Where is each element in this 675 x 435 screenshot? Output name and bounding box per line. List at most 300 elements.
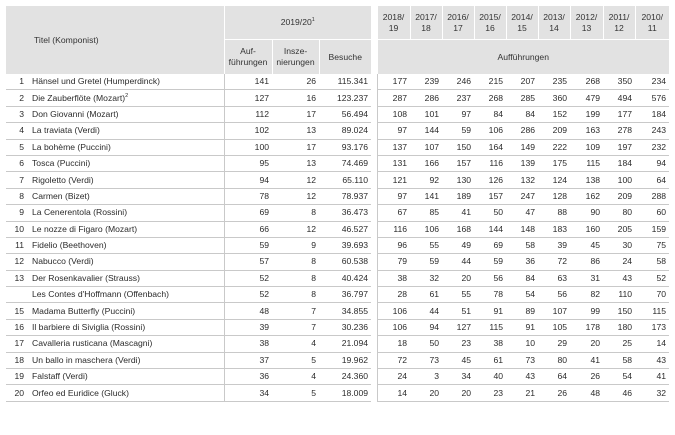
row-history-auffuehrungen: 494 bbox=[603, 90, 635, 106]
row-inszenierungen: 8 bbox=[272, 254, 319, 270]
column-header-season bbox=[224, 6, 371, 40]
table-row bbox=[6, 303, 669, 319]
row-history-auffuehrungen: 91 bbox=[474, 303, 506, 319]
row-history-auffuehrungen: 237 bbox=[442, 90, 474, 106]
row-history-auffuehrungen: 132 bbox=[506, 172, 538, 188]
row-history-auffuehrungen: 285 bbox=[506, 90, 538, 106]
row-title bbox=[30, 385, 224, 401]
row-history-auffuehrungen: 61 bbox=[474, 352, 506, 368]
row-title bbox=[30, 90, 224, 106]
row-rank: 15 bbox=[6, 303, 30, 319]
row-history-auffuehrungen: 205 bbox=[603, 221, 635, 237]
row-history-auffuehrungen: 32 bbox=[410, 270, 442, 286]
row-history-auffuehrungen: 73 bbox=[506, 352, 538, 368]
row-history-auffuehrungen: 28 bbox=[377, 287, 410, 303]
row-history-auffuehrungen: 30 bbox=[603, 237, 635, 253]
row-history-auffuehrungen: 47 bbox=[506, 205, 538, 221]
row-auffuehrungen: 34 bbox=[224, 385, 272, 401]
row-history-auffuehrungen: 14 bbox=[377, 385, 410, 401]
row-besuche: 74.469 bbox=[319, 155, 371, 171]
row-rank: 10 bbox=[6, 221, 30, 237]
row-title-text: Don Giovanni (Mozart) bbox=[32, 108, 119, 119]
row-inszenierungen: 13 bbox=[272, 155, 319, 171]
row-title bbox=[30, 336, 224, 352]
row-history-auffuehrungen: 183 bbox=[538, 221, 570, 237]
row-rank: 5 bbox=[6, 139, 30, 155]
row-history-auffuehrungen: 177 bbox=[377, 74, 410, 90]
row-title bbox=[30, 106, 224, 122]
row-history-auffuehrungen: 18 bbox=[377, 336, 410, 352]
row-history-auffuehrungen: 152 bbox=[538, 106, 570, 122]
row-history-auffuehrungen: 50 bbox=[474, 205, 506, 221]
row-history-auffuehrungen: 116 bbox=[377, 221, 410, 237]
row-history-auffuehrungen: 177 bbox=[603, 106, 635, 122]
column-header-year: 2010/ 11 bbox=[635, 6, 669, 40]
row-history-auffuehrungen: 209 bbox=[538, 123, 570, 139]
row-history-auffuehrungen: 34 bbox=[442, 369, 474, 385]
row-rank: 7 bbox=[6, 172, 30, 188]
row-history-auffuehrungen: 21 bbox=[506, 385, 538, 401]
row-history-auffuehrungen: 106 bbox=[377, 303, 410, 319]
row-title-text: Il barbiere di Siviglia (Rossini) bbox=[32, 322, 146, 333]
row-rank: 9 bbox=[6, 205, 30, 221]
row-auffuehrungen: 59 bbox=[224, 237, 272, 253]
row-rank: 4 bbox=[6, 123, 30, 139]
row-inszenierungen: 8 bbox=[272, 205, 319, 221]
row-history-auffuehrungen: 166 bbox=[410, 155, 442, 171]
row-title bbox=[30, 155, 224, 171]
row-history-auffuehrungen: 69 bbox=[474, 237, 506, 253]
row-history-auffuehrungen: 157 bbox=[442, 155, 474, 171]
row-title bbox=[30, 221, 224, 237]
row-history-auffuehrungen: 41 bbox=[635, 369, 669, 385]
row-besuche: 89.024 bbox=[319, 123, 371, 139]
row-history-auffuehrungen: 144 bbox=[474, 221, 506, 237]
row-title-text: La Cenerentola (Rossini) bbox=[32, 207, 128, 218]
row-rank: 8 bbox=[6, 188, 30, 204]
row-inszenierungen: 12 bbox=[272, 221, 319, 237]
table-row bbox=[6, 90, 669, 106]
row-history-auffuehrungen: 107 bbox=[410, 139, 442, 155]
row-history-auffuehrungen: 189 bbox=[442, 188, 474, 204]
season-footnote: 1 bbox=[311, 17, 315, 24]
row-history-auffuehrungen: 55 bbox=[442, 287, 474, 303]
row-title-text: Fidelio (Beethoven) bbox=[32, 240, 107, 251]
row-history-auffuehrungen: 197 bbox=[603, 139, 635, 155]
table-row bbox=[6, 139, 669, 155]
row-title-text: Cavalleria rusticana (Mascagni) bbox=[32, 338, 153, 349]
table-row bbox=[6, 155, 669, 171]
row-history-auffuehrungen: 97 bbox=[442, 106, 474, 122]
row-history-auffuehrungen: 209 bbox=[603, 188, 635, 204]
row-besuche: 19.962 bbox=[319, 352, 371, 368]
row-history-auffuehrungen: 59 bbox=[442, 123, 474, 139]
row-inszenierungen: 12 bbox=[272, 172, 319, 188]
row-history-auffuehrungen: 141 bbox=[410, 188, 442, 204]
row-rank: 3 bbox=[6, 106, 30, 122]
row-history-auffuehrungen: 75 bbox=[635, 237, 669, 253]
row-history-auffuehrungen: 82 bbox=[570, 287, 603, 303]
row-history-auffuehrungen: 150 bbox=[603, 303, 635, 319]
row-title bbox=[30, 352, 224, 368]
row-title-text: Die Zauberflöte (Mozart) bbox=[32, 92, 126, 103]
row-title bbox=[30, 237, 224, 253]
row-besuche: 34.855 bbox=[319, 303, 371, 319]
column-header-auffuehrungen: Auf- führungen bbox=[224, 40, 272, 75]
row-besuche: 40.424 bbox=[319, 270, 371, 286]
row-rank: 2 bbox=[6, 90, 30, 106]
row-history-auffuehrungen: 85 bbox=[410, 205, 442, 221]
row-history-auffuehrungen: 243 bbox=[635, 123, 669, 139]
column-header-year: 2011/ 12 bbox=[603, 6, 635, 40]
row-history-auffuehrungen: 56 bbox=[474, 270, 506, 286]
row-history-auffuehrungen: 160 bbox=[570, 221, 603, 237]
row-history-auffuehrungen: 130 bbox=[442, 172, 474, 188]
table-row bbox=[6, 369, 669, 385]
row-history-auffuehrungen: 24 bbox=[603, 254, 635, 270]
row-history-auffuehrungen: 168 bbox=[442, 221, 474, 237]
row-history-auffuehrungen: 84 bbox=[474, 106, 506, 122]
row-besuche: 115.341 bbox=[319, 74, 371, 90]
row-auffuehrungen: 78 bbox=[224, 188, 272, 204]
row-history-auffuehrungen: 287 bbox=[377, 90, 410, 106]
row-history-auffuehrungen: 97 bbox=[377, 188, 410, 204]
season-label: 2019/20 bbox=[280, 17, 312, 27]
row-history-auffuehrungen: 88 bbox=[538, 205, 570, 221]
row-history-auffuehrungen: 163 bbox=[570, 123, 603, 139]
row-history-auffuehrungen: 164 bbox=[474, 139, 506, 155]
row-besuche: 56.494 bbox=[319, 106, 371, 122]
row-inszenierungen: 8 bbox=[272, 270, 319, 286]
column-header-besuche: Besuche bbox=[319, 40, 371, 75]
row-history-auffuehrungen: 54 bbox=[603, 369, 635, 385]
row-history-auffuehrungen: 106 bbox=[410, 221, 442, 237]
row-history-auffuehrungen: 70 bbox=[635, 287, 669, 303]
row-title bbox=[30, 188, 224, 204]
column-header-year: 2014/ 15 bbox=[506, 6, 538, 40]
row-history-auffuehrungen: 39 bbox=[538, 237, 570, 253]
row-besuche: 36.797 bbox=[319, 287, 371, 303]
opera-statistics-table-container bbox=[6, 6, 669, 402]
row-besuche: 93.176 bbox=[319, 139, 371, 155]
column-header-inszenierungen: Insze- nierungen bbox=[272, 40, 319, 75]
row-history-auffuehrungen: 20 bbox=[410, 385, 442, 401]
row-history-auffuehrungen: 91 bbox=[506, 319, 538, 335]
row-history-auffuehrungen: 97 bbox=[377, 123, 410, 139]
row-history-auffuehrungen: 175 bbox=[538, 155, 570, 171]
row-inszenierungen: 17 bbox=[272, 106, 319, 122]
row-inszenierungen: 7 bbox=[272, 319, 319, 335]
row-history-auffuehrungen: 235 bbox=[538, 74, 570, 90]
row-inszenierungen: 16 bbox=[272, 90, 319, 106]
row-history-auffuehrungen: 99 bbox=[570, 303, 603, 319]
row-history-auffuehrungen: 138 bbox=[570, 172, 603, 188]
row-history-auffuehrungen: 51 bbox=[442, 303, 474, 319]
row-history-auffuehrungen: 84 bbox=[506, 270, 538, 286]
row-besuche: 65.110 bbox=[319, 172, 371, 188]
row-history-auffuehrungen: 84 bbox=[506, 106, 538, 122]
row-title bbox=[30, 74, 224, 90]
row-history-auffuehrungen: 360 bbox=[538, 90, 570, 106]
row-history-auffuehrungen: 268 bbox=[474, 90, 506, 106]
row-history-auffuehrungen: 124 bbox=[538, 172, 570, 188]
row-auffuehrungen: 127 bbox=[224, 90, 272, 106]
row-history-auffuehrungen: 64 bbox=[635, 172, 669, 188]
row-history-auffuehrungen: 46 bbox=[603, 385, 635, 401]
row-history-auffuehrungen: 43 bbox=[635, 352, 669, 368]
row-inszenierungen: 17 bbox=[272, 139, 319, 155]
row-title-footnote: 2 bbox=[125, 92, 129, 99]
row-history-auffuehrungen: 67 bbox=[377, 205, 410, 221]
row-history-auffuehrungen: 3 bbox=[410, 369, 442, 385]
row-history-auffuehrungen: 247 bbox=[506, 188, 538, 204]
row-history-auffuehrungen: 52 bbox=[635, 270, 669, 286]
row-history-auffuehrungen: 479 bbox=[570, 90, 603, 106]
row-title-text: Der Rosenkavalier (Strauss) bbox=[32, 272, 140, 283]
table-header bbox=[6, 6, 669, 74]
row-history-auffuehrungen: 94 bbox=[635, 155, 669, 171]
row-besuche: 24.360 bbox=[319, 369, 371, 385]
row-rank: 11 bbox=[6, 237, 30, 253]
row-besuche: 21.094 bbox=[319, 336, 371, 352]
row-history-auffuehrungen: 55 bbox=[410, 237, 442, 253]
row-besuche: 39.693 bbox=[319, 237, 371, 253]
row-inszenierungen: 7 bbox=[272, 303, 319, 319]
row-title bbox=[30, 254, 224, 270]
row-besuche: 36.473 bbox=[319, 205, 371, 221]
row-history-auffuehrungen: 48 bbox=[570, 385, 603, 401]
table-row bbox=[6, 123, 669, 139]
row-history-auffuehrungen: 115 bbox=[474, 319, 506, 335]
row-history-auffuehrungen: 184 bbox=[603, 155, 635, 171]
row-history-auffuehrungen: 38 bbox=[377, 270, 410, 286]
row-rank: 13 bbox=[6, 270, 30, 286]
row-history-auffuehrungen: 80 bbox=[538, 352, 570, 368]
row-besuche: 78.937 bbox=[319, 188, 371, 204]
row-auffuehrungen: 141 bbox=[224, 74, 272, 90]
row-auffuehrungen: 52 bbox=[224, 270, 272, 286]
row-title-text: Les Contes d'Hoffmann (Offenbach) bbox=[32, 289, 169, 300]
row-history-auffuehrungen: 56 bbox=[538, 287, 570, 303]
row-history-auffuehrungen: 239 bbox=[410, 74, 442, 90]
row-title-text: Orfeo ed Euridice (Gluck) bbox=[32, 387, 129, 398]
row-history-auffuehrungen: 31 bbox=[570, 270, 603, 286]
row-besuche: 123.237 bbox=[319, 90, 371, 106]
row-title bbox=[30, 139, 224, 155]
row-history-auffuehrungen: 105 bbox=[538, 319, 570, 335]
row-history-auffuehrungen: 58 bbox=[506, 237, 538, 253]
row-history-auffuehrungen: 23 bbox=[442, 336, 474, 352]
row-rank: 1 bbox=[6, 74, 30, 90]
row-history-auffuehrungen: 32 bbox=[635, 385, 669, 401]
row-history-auffuehrungen: 60 bbox=[635, 205, 669, 221]
row-history-auffuehrungen: 173 bbox=[635, 319, 669, 335]
row-history-auffuehrungen: 127 bbox=[442, 319, 474, 335]
column-header-titel: Titel (Komponist) bbox=[6, 6, 224, 74]
table-row bbox=[6, 188, 669, 204]
row-besuche: 30.236 bbox=[319, 319, 371, 335]
row-history-auffuehrungen: 162 bbox=[570, 188, 603, 204]
row-auffuehrungen: 112 bbox=[224, 106, 272, 122]
row-auffuehrungen: 100 bbox=[224, 139, 272, 155]
row-history-auffuehrungen: 350 bbox=[603, 74, 635, 90]
table-row bbox=[6, 319, 669, 335]
row-history-auffuehrungen: 149 bbox=[506, 139, 538, 155]
column-header-year: 2016/ 17 bbox=[442, 6, 474, 40]
row-auffuehrungen: 69 bbox=[224, 205, 272, 221]
row-history-auffuehrungen: 115 bbox=[570, 155, 603, 171]
row-inszenierungen: 5 bbox=[272, 385, 319, 401]
row-history-auffuehrungen: 58 bbox=[603, 352, 635, 368]
row-title bbox=[30, 123, 224, 139]
row-inszenierungen: 12 bbox=[272, 188, 319, 204]
row-history-auffuehrungen: 207 bbox=[506, 74, 538, 90]
row-history-auffuehrungen: 180 bbox=[603, 319, 635, 335]
row-title bbox=[30, 205, 224, 221]
table-row bbox=[6, 74, 669, 90]
row-rank: 12 bbox=[6, 254, 30, 270]
row-auffuehrungen: 52 bbox=[224, 287, 272, 303]
row-history-auffuehrungen: 50 bbox=[410, 336, 442, 352]
row-history-auffuehrungen: 137 bbox=[377, 139, 410, 155]
row-history-auffuehrungen: 139 bbox=[506, 155, 538, 171]
row-history-auffuehrungen: 26 bbox=[570, 369, 603, 385]
row-auffuehrungen: 36 bbox=[224, 369, 272, 385]
row-history-auffuehrungen: 115 bbox=[635, 303, 669, 319]
table-body bbox=[6, 74, 669, 401]
row-history-auffuehrungen: 121 bbox=[377, 172, 410, 188]
row-history-auffuehrungen: 89 bbox=[506, 303, 538, 319]
table-row bbox=[6, 237, 669, 253]
row-history-auffuehrungen: 20 bbox=[442, 385, 474, 401]
table-row bbox=[6, 336, 669, 352]
row-history-auffuehrungen: 268 bbox=[570, 74, 603, 90]
row-history-auffuehrungen: 63 bbox=[538, 270, 570, 286]
row-history-auffuehrungen: 36 bbox=[506, 254, 538, 270]
row-history-auffuehrungen: 20 bbox=[570, 336, 603, 352]
row-history-auffuehrungen: 59 bbox=[410, 254, 442, 270]
row-history-auffuehrungen: 49 bbox=[442, 237, 474, 253]
column-header-year: 2018/ 19 bbox=[377, 6, 410, 40]
row-history-auffuehrungen: 278 bbox=[603, 123, 635, 139]
row-inszenierungen: 8 bbox=[272, 287, 319, 303]
row-title-text: Le nozze di Figaro (Mozart) bbox=[32, 223, 138, 234]
row-rank: 19 bbox=[6, 369, 30, 385]
table-row bbox=[6, 287, 669, 303]
row-history-auffuehrungen: 20 bbox=[442, 270, 474, 286]
row-title-text: Un ballo in maschera (Verdi) bbox=[32, 354, 141, 365]
row-inszenierungen: 4 bbox=[272, 336, 319, 352]
row-title bbox=[30, 303, 224, 319]
row-history-auffuehrungen: 246 bbox=[442, 74, 474, 90]
row-auffuehrungen: 37 bbox=[224, 352, 272, 368]
row-history-auffuehrungen: 38 bbox=[474, 336, 506, 352]
row-history-auffuehrungen: 78 bbox=[474, 287, 506, 303]
row-auffuehrungen: 39 bbox=[224, 319, 272, 335]
row-history-auffuehrungen: 286 bbox=[410, 90, 442, 106]
row-auffuehrungen: 95 bbox=[224, 155, 272, 171]
row-history-auffuehrungen: 24 bbox=[377, 369, 410, 385]
table-row bbox=[6, 205, 669, 221]
table-row bbox=[6, 352, 669, 368]
row-history-auffuehrungen: 109 bbox=[570, 139, 603, 155]
row-history-auffuehrungen: 90 bbox=[570, 205, 603, 221]
row-rank bbox=[6, 287, 30, 303]
row-history-auffuehrungen: 61 bbox=[410, 287, 442, 303]
row-history-auffuehrungen: 10 bbox=[506, 336, 538, 352]
row-history-auffuehrungen: 73 bbox=[410, 352, 442, 368]
row-history-auffuehrungen: 234 bbox=[635, 74, 669, 90]
table-row bbox=[6, 221, 669, 237]
row-history-auffuehrungen: 29 bbox=[538, 336, 570, 352]
row-besuche: 60.538 bbox=[319, 254, 371, 270]
column-header-history-auffuehrungen: Aufführungen bbox=[377, 40, 669, 75]
row-history-auffuehrungen: 288 bbox=[635, 188, 669, 204]
row-history-auffuehrungen: 199 bbox=[570, 106, 603, 122]
row-history-auffuehrungen: 100 bbox=[603, 172, 635, 188]
row-title bbox=[30, 369, 224, 385]
row-history-auffuehrungen: 148 bbox=[506, 221, 538, 237]
row-history-auffuehrungen: 25 bbox=[603, 336, 635, 352]
row-history-auffuehrungen: 184 bbox=[635, 106, 669, 122]
row-inszenierungen: 9 bbox=[272, 237, 319, 253]
row-inszenierungen: 26 bbox=[272, 74, 319, 90]
row-history-auffuehrungen: 86 bbox=[570, 254, 603, 270]
row-history-auffuehrungen: 43 bbox=[506, 369, 538, 385]
row-history-auffuehrungen: 92 bbox=[410, 172, 442, 188]
table-row bbox=[6, 254, 669, 270]
row-history-auffuehrungen: 116 bbox=[474, 155, 506, 171]
row-auffuehrungen: 94 bbox=[224, 172, 272, 188]
row-inszenierungen: 4 bbox=[272, 369, 319, 385]
table-row bbox=[6, 106, 669, 122]
row-title bbox=[30, 319, 224, 335]
row-history-auffuehrungen: 110 bbox=[603, 287, 635, 303]
row-history-auffuehrungen: 58 bbox=[635, 254, 669, 270]
row-rank: 6 bbox=[6, 155, 30, 171]
row-history-auffuehrungen: 107 bbox=[538, 303, 570, 319]
row-rank: 18 bbox=[6, 352, 30, 368]
row-history-auffuehrungen: 150 bbox=[442, 139, 474, 155]
row-history-auffuehrungen: 215 bbox=[474, 74, 506, 90]
row-besuche: 18.009 bbox=[319, 385, 371, 401]
row-history-auffuehrungen: 101 bbox=[410, 106, 442, 122]
row-history-auffuehrungen: 96 bbox=[377, 237, 410, 253]
row-auffuehrungen: 102 bbox=[224, 123, 272, 139]
row-history-auffuehrungen: 45 bbox=[442, 352, 474, 368]
column-header-year: 2017/ 18 bbox=[410, 6, 442, 40]
row-rank: 17 bbox=[6, 336, 30, 352]
row-history-auffuehrungen: 126 bbox=[474, 172, 506, 188]
row-title-text: Falstaff (Verdi) bbox=[32, 371, 88, 382]
row-history-auffuehrungen: 128 bbox=[538, 188, 570, 204]
row-title-text: Hänsel und Gretel (Humperdinck) bbox=[32, 76, 161, 87]
row-rank: 16 bbox=[6, 319, 30, 335]
row-history-auffuehrungen: 131 bbox=[377, 155, 410, 171]
row-inszenierungen: 13 bbox=[272, 123, 319, 139]
row-title bbox=[30, 270, 224, 286]
row-title-text: Tosca (Puccini) bbox=[32, 158, 91, 169]
row-rank: 20 bbox=[6, 385, 30, 401]
row-history-auffuehrungen: 222 bbox=[538, 139, 570, 155]
row-auffuehrungen: 48 bbox=[224, 303, 272, 319]
row-title-text: Madama Butterfly (Puccini) bbox=[32, 305, 136, 316]
row-history-auffuehrungen: 41 bbox=[442, 205, 474, 221]
row-history-auffuehrungen: 80 bbox=[603, 205, 635, 221]
row-history-auffuehrungen: 26 bbox=[538, 385, 570, 401]
row-auffuehrungen: 38 bbox=[224, 336, 272, 352]
row-history-auffuehrungen: 178 bbox=[570, 319, 603, 335]
